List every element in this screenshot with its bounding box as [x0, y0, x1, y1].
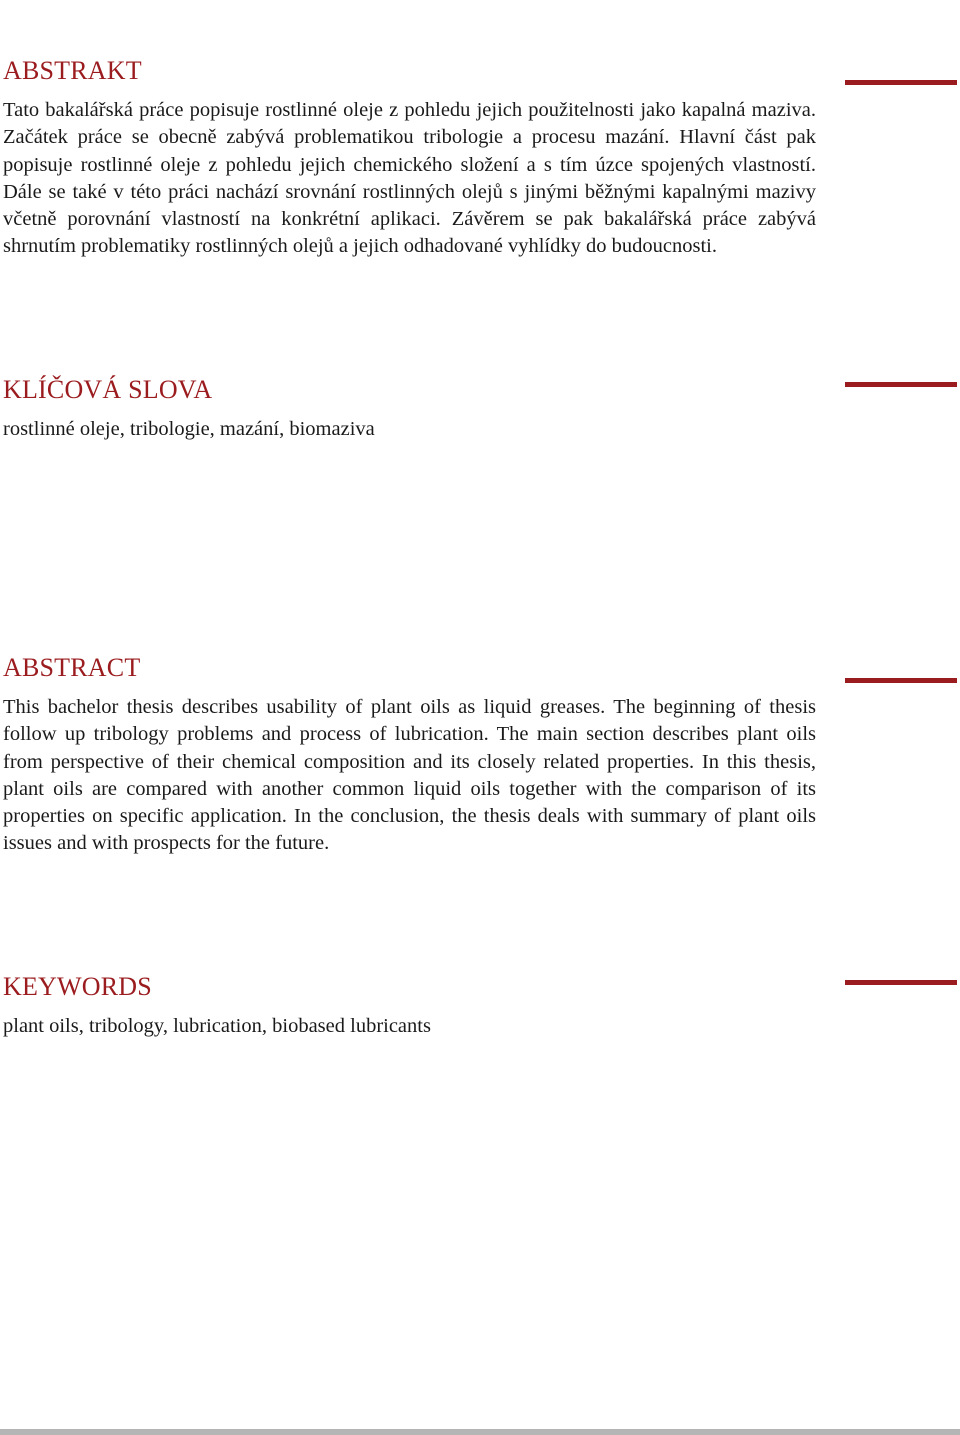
- klicova-slova-heading: KLÍČOVÁ SLOVA: [3, 375, 213, 404]
- keywords-heading: KEYWORDS: [3, 972, 152, 1001]
- keywords-text: plant oils, tribology, lubrication, biobased lubricants: [3, 1015, 431, 1037]
- keywords-accent-rule: [845, 980, 957, 985]
- abstrakt-heading: ABSTRAKT: [3, 56, 142, 85]
- klicova-slova-text: rostlinné oleje, tribologie, mazání, biomaziva: [3, 418, 375, 440]
- klicova-slova-accent-rule: [845, 382, 957, 387]
- abstract-section: [3, 653, 816, 858]
- klicova-slova-section: [3, 375, 816, 443]
- abstract-accent-rule: [845, 678, 957, 683]
- abstract-text: This bachelor thesis describes usability of plant oils as liquid greases. The beginning of thesis follow up tribology problems and process of lubrication. The main section describes plant oils from perspective of their chemical composition and its closely related properties. In this thesis, plant oils are compared with another common liquid oils together with the comparison of its properties on specific application. In the conclusion, the thesis deals with summary of plant oils issues and with prospects for the future.: [3, 696, 816, 855]
- keywords-section: [3, 972, 816, 1040]
- abstract-heading: ABSTRACT: [3, 653, 141, 682]
- abstrakt-accent-rule: [845, 80, 957, 85]
- abstrakt-text: Tato bakalářská práce popisuje rostlinné oleje z pohledu jejich použitelnosti jako kapalná maziva. Začátek práce se obecně zabývá problematikou tribologie a procesu mazání. Hlavní část pak popisuje rostlinné oleje z pohledu jejich chemického složení a s tím úzce spojených vlastností. Dále se také v této práci nachází srovnání rostlinných olejů s jinými běžnými kapalnými mazivy včetně porovnání vlastností na konkrétní aplikaci. Závěrem se pak bakalářská práce zabývá shrnutím problematiky rostlinných olejů a jejich odhadované vyhlídky do budoucnosti.: [3, 99, 816, 258]
- page-bottom-border: [0, 1429, 960, 1435]
- abstrakt-section: [3, 56, 816, 261]
